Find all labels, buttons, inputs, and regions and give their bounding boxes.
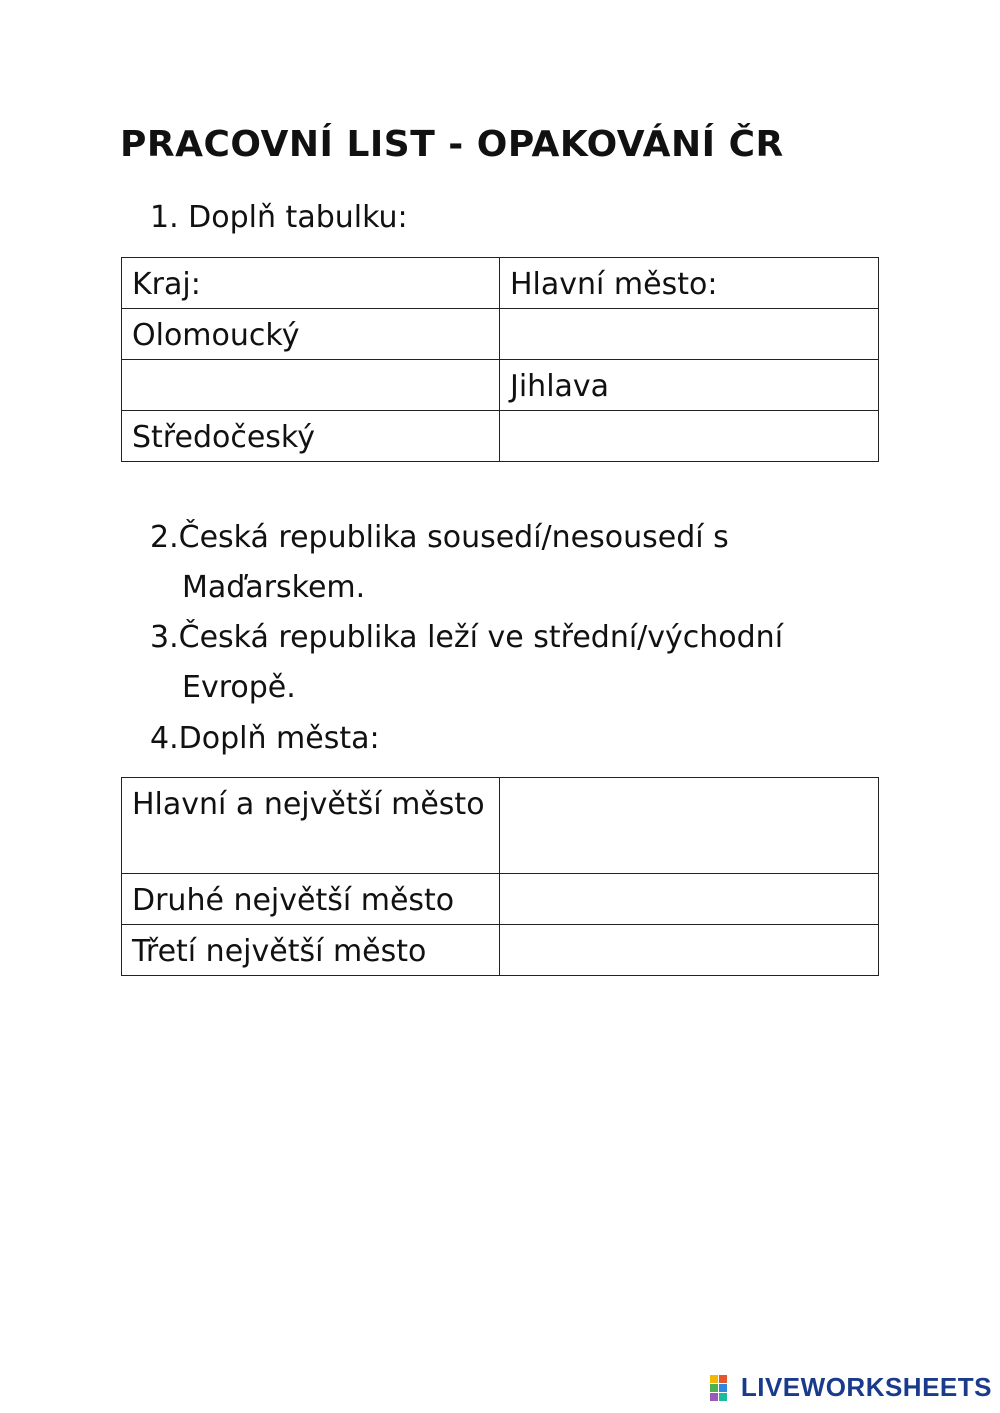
- capital-answer-cell[interactable]: [500, 411, 879, 462]
- question-2-continuation: Maďarskem.: [182, 570, 366, 605]
- capital-answer-cell[interactable]: [500, 309, 879, 360]
- question-text: Česká republika sousedí/nesousedí s: [178, 520, 729, 555]
- brand-name: LIVEWORKSHEETS: [740, 1372, 992, 1402]
- question-text: Doplň tabulku:: [188, 200, 408, 235]
- region-cell: Olomoucký: [122, 309, 500, 360]
- region-answer-cell[interactable]: [122, 360, 500, 411]
- city-label-cell: Druhé největší město: [122, 874, 500, 925]
- regions-table: [121, 257, 879, 462]
- city-label-cell: Třetí největší město: [122, 925, 500, 976]
- question-2: [150, 520, 729, 555]
- liveworksheets-logo: [709, 1372, 992, 1403]
- liveworksheets-icon: [709, 1374, 737, 1402]
- table-row: [122, 309, 879, 360]
- table-row: [122, 925, 879, 976]
- question-text: Doplň města:: [178, 721, 380, 756]
- question-text: Česká republika leží ve střední/východní: [178, 620, 784, 655]
- question-3-continuation: Evropě.: [182, 670, 296, 705]
- capital-cell: Jihlava: [500, 360, 879, 411]
- question-number: 1.: [150, 200, 179, 235]
- page-title: PRACOVNÍ LIST - OPAKOVÁNÍ ČR: [120, 124, 784, 165]
- question-number: 4.: [150, 721, 179, 756]
- question-number: 2.: [150, 520, 179, 555]
- city-label-cell: Hlavní a největší město: [122, 778, 500, 874]
- table-row: [122, 874, 879, 925]
- table-row: [122, 778, 879, 874]
- city-answer-cell[interactable]: [500, 778, 879, 874]
- question-number: 3.: [150, 620, 179, 655]
- header-region: Kraj:: [122, 258, 500, 309]
- city-answer-cell[interactable]: [500, 874, 879, 925]
- region-cell: Středočeský: [122, 411, 500, 462]
- cities-table: [121, 777, 879, 976]
- table-header-row: [122, 258, 879, 309]
- question-3: [150, 620, 784, 655]
- table-row: [122, 411, 879, 462]
- header-capital: Hlavní město:: [500, 258, 879, 309]
- table-row: [122, 360, 879, 411]
- question-1: [150, 200, 408, 235]
- question-4: [150, 721, 380, 756]
- city-answer-cell[interactable]: [500, 925, 879, 976]
